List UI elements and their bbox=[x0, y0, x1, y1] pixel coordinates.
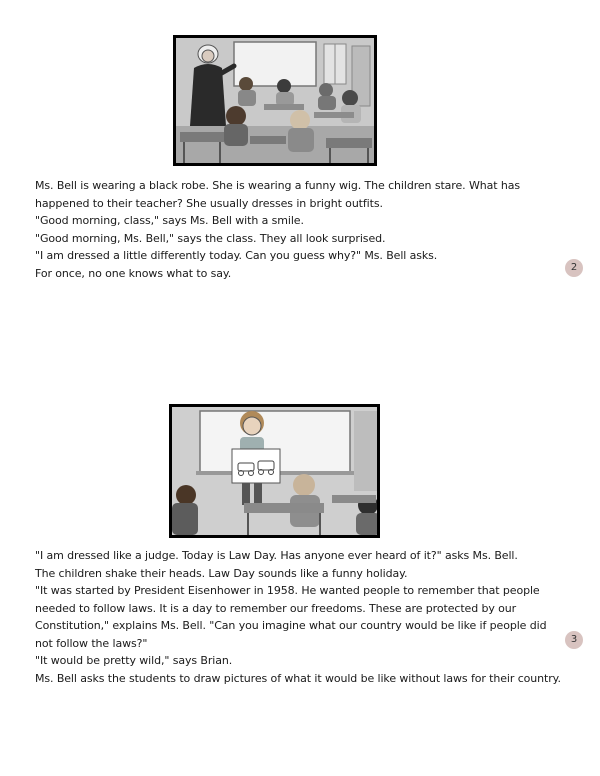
page-number-badge: 2 bbox=[565, 259, 583, 277]
classroom-teacher-illustration bbox=[173, 35, 377, 166]
paragraph: "I am dressed a little differently today. Can you guess why?" Ms. Bell asks. bbox=[35, 249, 438, 262]
story-text-page-3 bbox=[35, 547, 563, 687]
story-text-page-2 bbox=[35, 177, 563, 282]
paragraph: The children shake their heads. Law Day sounds like a funny holiday. bbox=[35, 566, 408, 580]
boy-drawing-illustration bbox=[169, 404, 380, 538]
paragraph: "It was started by President Eisenhower in 1958. He wanted people to remember that people needed to follow laws. It is a day to remember our freedoms. These are protected by our Constitution," explains Ms. Bell. "Can you imagine what our country would be like if people did not follow the laws?" bbox=[35, 584, 547, 650]
paragraph: Ms. Bell asks the students to draw pictures of what it would be like without laws for their country. bbox=[35, 671, 561, 685]
paragraph: Ms. Bell is wearing a black robe. She is wearing a funny wig. The children stare. What has happened to their teacher? She usually dresses in bright outfits. bbox=[35, 179, 520, 210]
paragraph: For once, no one knows what to say. bbox=[35, 266, 232, 280]
paragraph: "Good morning, Ms. Bell," says the class. They all look surprised. bbox=[35, 231, 386, 245]
paragraph: "I am dressed like a judge. Today is Law Day. Has anyone ever heard of it?" asks Ms. Bell. bbox=[35, 549, 518, 562]
teacher-robe-icon bbox=[176, 38, 374, 163]
paragraph: "Good morning, class," says Ms. Bell with a smile. bbox=[35, 214, 304, 227]
page-number-badge: 3 bbox=[565, 631, 583, 649]
boy-holding-drawing-icon bbox=[172, 407, 377, 535]
paragraph: "It would be pretty wild," says Brian. bbox=[35, 654, 233, 667]
